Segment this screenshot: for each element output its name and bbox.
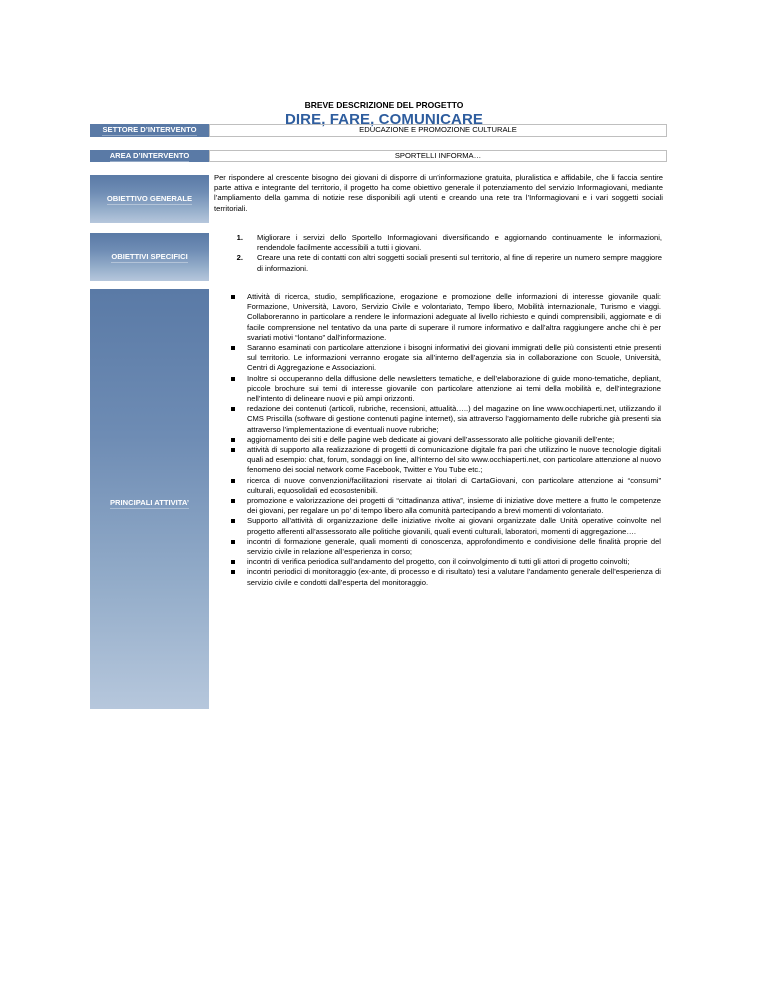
attivita-label xyxy=(90,289,209,709)
bullet-icon xyxy=(209,292,247,343)
bullet-icon xyxy=(209,516,247,536)
bullet-icon xyxy=(209,374,247,405)
obiettivi-specifici-cell xyxy=(209,229,667,281)
list-item xyxy=(209,343,661,374)
obiettivi-specifici-list xyxy=(209,229,667,276)
item-text: Creare una rete di contatti con altri soggetti sociali presenti sul territorio, al fine di reperire un numero sempre maggiore di informazioni. xyxy=(257,253,662,273)
bullet-icon xyxy=(209,496,247,516)
list-item xyxy=(209,476,661,496)
area-value: SPORTELLI INFORMA… xyxy=(394,150,482,160)
list-item xyxy=(209,374,661,405)
settore-label xyxy=(90,124,209,137)
item-text: Migliorare i servizi dello Sportello Informagiovani diversificando e aggiornando continuamente le informazioni, rendendole facilmente accessibili a tutti i giovani. xyxy=(257,233,662,253)
item-text: ricerca di nuove convenzioni/facilitazioni riservate ai titolari di CartaGiovani, con particolare attenzione ai “consumi” culturali, equosolidali ed ecosostenibili. xyxy=(247,475,661,495)
item-text: incontri di verifica periodica sull’andamento del progetto, con il coinvolgimento di tutti gli attori di progetto coinvolti; xyxy=(247,557,630,567)
list-item xyxy=(209,292,661,343)
area-label-text: AREA D’INTERVENTO xyxy=(109,150,190,160)
obiettivo-generale-cell xyxy=(209,170,667,223)
settore-value-cell xyxy=(209,124,667,137)
list-item xyxy=(209,233,662,253)
settore-label-text: SETTORE D’INTERVENTO xyxy=(102,125,197,134)
bullet-icon xyxy=(209,343,247,374)
bullet-icon xyxy=(209,445,247,476)
bullet-icon xyxy=(209,567,247,587)
list-item xyxy=(209,435,661,445)
obiettivo-generale-label xyxy=(90,175,209,223)
item-number: 2. xyxy=(236,253,243,263)
obiettivo-generale-label-text: OBIETTIVO GENERALE xyxy=(106,193,193,203)
list-item xyxy=(209,557,661,567)
area-value-cell xyxy=(209,150,667,162)
bullet-icon xyxy=(209,435,247,445)
obiettivo-generale-text: Per rispondere al crescente bisogno dei giovani di disporre di un’informazione gratuita, pluralistica e affidabile, che li faccia sentire parte attiva e integrante del territorio, il progetto ha come obiettivo generale il potenziamento del servizio Informagiovani, mediante l’ampliamento della gamma di notizie rese disponibili agli utenti e creando una rete tra l’Informagiovani e i vari soggetti sociali territoriali. xyxy=(214,173,663,213)
item-text: Attività di ricerca, studio, semplificazione, erogazione e promozione delle informazioni di interesse giovanile quali: Formazione, Università, Lavoro, Servizio Civile e volontariato, Tempo libero, Mobilità internazionale, Turismo e viaggi. Collaboreranno in particolare a rendere le informazioni adeguate al livello richiesto e quindi comprensibili, aggiornate e di facile comprensione nel tentativo da una parte di superare il rumore informativo e dall’altra raggiungere anche chi è per svariati motivi “lontano” dall’informazione. xyxy=(247,292,661,342)
list-item xyxy=(209,516,661,536)
list-item xyxy=(209,567,661,587)
list-item xyxy=(209,253,662,273)
attivita-cell xyxy=(209,289,667,709)
list-item xyxy=(209,445,661,476)
item-text: promozione e valorizzazione dei progetti di “cittadinanza attiva”, insieme di iniziative dove mettere a frutto le competenze dei giovani, per regalare un po’ di tempo libero alla comunità partecipando a brevi momenti di volontariato. xyxy=(247,496,661,516)
bullet-icon xyxy=(209,537,247,557)
item-text: incontri periodici di monitoraggio (ex-ante, di processo e di risultato) tesi a valutare l’andamento generale dell’esperienza di servizio civile e condotti dall’esperta del monitoraggio. xyxy=(247,567,661,587)
item-number: 1. xyxy=(236,233,243,242)
item-text: Saranno esaminati con particolare attenzione i bisogni informativi dei giovani immigrati delle più consistenti etnie presenti sul territorio. Le informazioni verranno erogate sia all’interno dell’agenzia sia in collaborazione con Scuole, Università, Centri di Aggregazione e Associazioni. xyxy=(247,343,661,373)
item-text: Inoltre si occuperanno della diffusione delle newsletters tematiche, e dell’elaborazione di guide mono-tematiche, depliant, piccole brochure sui temi di interesse giovanile con particolare attenzione ai temi della mobilità e, dell’integrazione nell’intento di delineare nuovi e più ampi orizzonti. xyxy=(247,373,661,404)
obiettivi-specifici-label-text: OBIETTIVI SPECIFICI xyxy=(111,251,188,261)
list-item xyxy=(209,404,661,435)
settore-value: EDUCAZIONE E PROMOZIONE CULTURALE xyxy=(359,125,517,135)
document-title: DIRE, FARE, COMUNICARE xyxy=(284,111,484,128)
bullet-icon xyxy=(209,557,247,567)
bullet-icon xyxy=(209,476,247,496)
item-text: incontri di formazione generale, quali momenti di conoscenza, approfondimento e condivisione delle finalità proprie del servizio civile in relazione all’esperienza in corso; xyxy=(247,536,661,557)
area-label xyxy=(90,150,209,162)
list-item xyxy=(209,496,661,516)
document-supertitle: BREVE DESCRIZIONE DEL PROGETTO xyxy=(304,100,464,110)
bullet-icon xyxy=(209,404,247,435)
obiettivi-specifici-label xyxy=(90,233,209,281)
list-item xyxy=(209,537,661,557)
item-text: redazione dei contenuti (articoli, rubriche, recensioni, attualità…..) del magazine on line www.occhiaperti.net, utilizzando il CMS Priscilla (software di gestione contenuti pagine internet), sia attraverso l’aggiornamento delle rubriche già presenti sia attraverso l’implementazione di eventuali nuove rubriche; xyxy=(247,404,661,434)
item-text: Supporto all’attività di organizzazione delle iniziative rivolte ai giovani organizzate dalle Unità operative coinvolte nel progetto afferenti all’assessorato alle politiche giovanili, quali eventi culturali, laboratori, momenti di aggregazione…. xyxy=(247,516,661,536)
attivita-list xyxy=(209,289,667,590)
attivita-label-text: PRINCIPALI ATTIVITA’ xyxy=(109,497,190,507)
item-text: attività di supporto alla realizzazione di progetti di comunicazione digitale fra pari che utilizzino le nuove tecnologie digitali quali ad esempio: chat, forum, sondaggi on line, all’interno del sito www.occhiaperti.net, con particolare attenzione al nuovo fenomeno dei social network come Facebook, Twitter e You Tube etc.; xyxy=(247,445,661,475)
item-text: aggiornamento dei siti e delle pagine web dedicate ai giovani dell’assessorato alle politiche giovanili dell’ente; xyxy=(247,434,615,444)
